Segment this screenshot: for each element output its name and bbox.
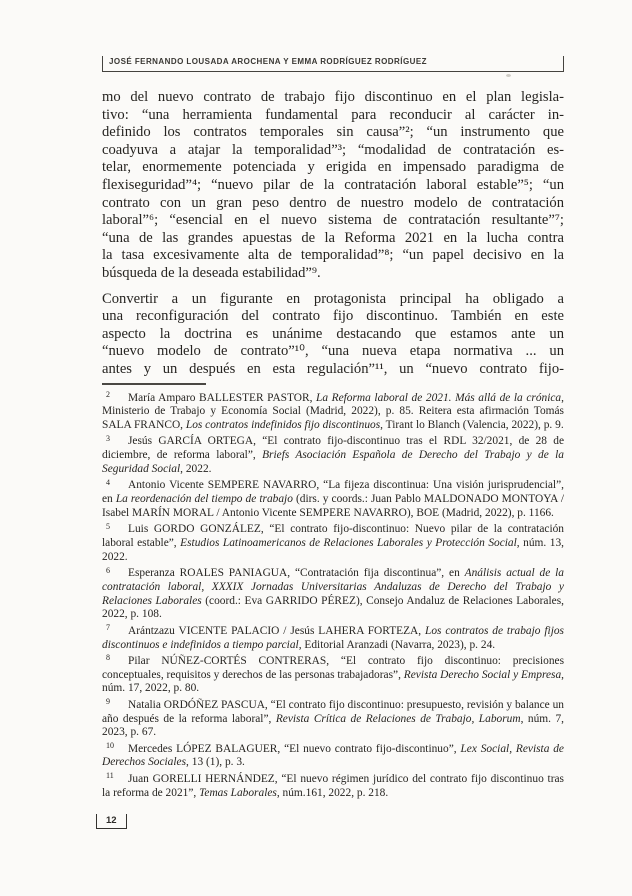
footnote-text: Luis GORDO GONZÁLEZ, “El contrato fijo-discontinuo: Nuevo pilar de la contratación laboral estable”, <box>102 523 564 549</box>
footnote-text: Antonio Vicente SEMPERE NAVARRO, “La fijeza discontinua: Una visión jurisprudencial”, en <box>102 479 564 506</box>
text-line: flexiseguridad”⁴; “nuevo pilar de la contratación laboral estable”⁵; “un <box>102 176 564 193</box>
text-line: una reconfiguración del contrato fijo discontinuo. También en este <box>102 308 564 325</box>
text-line: tivo: “una herramienta fundamental para reconducir al carácter in- <box>102 106 564 123</box>
footnote-text: , Tirant lo Blanch (Valencia, 2022), p. 9. <box>380 419 564 432</box>
text-line: antes y un después en esta regulación”¹¹, un “nuevo contrato fijo- <box>102 360 564 377</box>
footnote-text: , núm.161, 2022, p. 218. <box>276 786 389 799</box>
footnote-text: María Amparo BALLESTER PASTOR, <box>128 391 317 404</box>
footnote-text: (coord.: Eva GARRIDO PÉREZ), Consejo Andaluz de Relaciones Laborales, 2022, p. 108. <box>102 594 564 621</box>
text-line: la tasa excesivamente alta de temporalidad”⁸; “un papel decisivo en la <box>102 247 564 264</box>
footnote-italic-text: Lex Social, Revista de Derechos Sociales <box>102 742 564 769</box>
footnote: $^6$ Esperanza ROALES PANIAGUA, “Contratación fija discontinua”, en Análisis actual de la contratación laboral, XXXIX Jornadas Universitarias Andaluzas de Derecho del Trabajo y Relaciones Laborales (coord.: Eva GARRIDO PÉREZ), Consejo Andaluz de Relaciones Laborales, 2022, p. 108. <box>102 565 564 621</box>
footnote: $^2$ María Amparo BALLESTER PASTOR, La Reforma laboral de 2021. Más allá de la crónica, Ministerio de Trabajo y Economía Social (Madrid, 2022), p. 85. Reitera esta afirmación Tomás SALA FRANCO, Los contratos indefinidos fijo discontinuos, Tirant lo Blanch (Valencia, 2022), p. 9. <box>102 390 564 432</box>
footnote-text: Juan GORELLI HERNÁNDEZ, “El nuevo régimen jurídico del contrato fijo discontinuo tras la reforma de 2021”, <box>102 772 564 799</box>
footnote-italic-text: La Reforma laboral de 2021. Más allá de la crónica <box>316 391 562 404</box>
footnote-text: , núm. 13, 2022. <box>102 536 564 563</box>
footnote-text: Esperanza ROALES PANIAGUA, “Contratación fija discontinua”, en <box>128 567 465 580</box>
footnote-italic-text: Revista Derecho Social y Empresa <box>403 668 562 681</box>
footnote-italic-text: Análisis actual de la contratación laboral, XXXIX Jornadas Universitarias Andaluzas de Derecho del Trabajo y Relaciones Laborales <box>102 567 564 607</box>
scan-speck <box>506 74 511 77</box>
footnotes-section <box>102 392 564 801</box>
footnote-text: , Ministerio de Trabajo y Economía Social (Madrid, 2022), p. 85. Reitera esta afirmación Tomás SALA FRANCO, <box>102 391 564 432</box>
text-line: búsqueda de la deseada estabilidad”⁹. <box>102 264 321 281</box>
footnote-italic-text: Estudios Latinoamericanos de Relaciones Laborales y Protección Social <box>180 536 517 549</box>
footnote-separator <box>102 383 206 385</box>
paragraph <box>102 291 564 379</box>
footnote: $^4$ Antonio Vicente SEMPERE NAVARRO, “La fijeza discontinua: Una visión jurisprudencial”, en La reordenación del tiempo de trabajo (dirs. y coords.: Juan Pablo MALDONADO MONTOYA / Isabel MARÍN MORAL / Antonio Vicente SEMPERE NAVARRO), BOE (Madrid, 2022), p. 1166. <box>102 477 565 519</box>
text-line: laboral”⁶; “esencial en el nuevo sistema de contratación resultante”⁷; <box>102 212 564 229</box>
footnote-text: , núm. 17, 2022, p. 80. <box>102 668 564 695</box>
page-number-box <box>96 814 127 829</box>
footnote-italic-text: Briefs Asociación Española de Derecho del Trabajo y de la Seguridad Social <box>102 449 564 475</box>
text-line: coadyuva a atajar la temporalidad”³; “modalidad de contratación es- <box>102 141 564 158</box>
text-line: Convertir a un figurante en protagonista principal ha obligado a <box>102 290 564 307</box>
footnote-text: , 13 (1), p. 3. <box>186 756 245 769</box>
footnote-text: Mercedes LÓPEZ BALAGUER, “El nuevo contrato fijo-discontinuo”, <box>128 742 461 755</box>
footnote-text: , núm. 7, 2023, p. 67. <box>102 712 564 739</box>
footnote: $^8$ Pilar NÚÑEZ-CORTÉS CONTRERAS, “El contrato fijo discontinuo: precisiones conceptuales, requisitos y derechos de las personas trabajadoras”, Revista Derecho Social y Empresa, núm. 17, 2022, p. 80. <box>102 653 564 695</box>
text-line: definido los contratos temporales sin causa”²; “un instrumento que <box>102 124 564 141</box>
footnote-text: (dirs. y coords.: Juan Pablo MALDONADO MONTOYA / Isabel MARÍN MORAL / Antonio Vicente SEMPERE NAVARRO), BOE (Madrid, 2022), p. 1166. <box>102 493 565 519</box>
footnote-italic-text: Los contratos de trabajo fijos discontinuos e indefinidos a tiempo parcial <box>102 624 564 651</box>
footnote: $^5$ Luis GORDO GONZÁLEZ, “El contrato fijo-discontinuo: Nuevo pilar de la contratación laboral estable”, Estudios Latinoamericanos de Relaciones Laborales y Protección Social, núm. 13, 2022. <box>102 521 564 563</box>
running-header <box>102 56 564 72</box>
text-line: “nuevo modelo de contrato”¹⁰, “una nueva etapa normativa ... un <box>102 343 564 360</box>
footnote-text: Pilar NÚÑEZ-CORTÉS CONTRERAS, “El contrato fijo discontinuo: precisiones conceptuales, requisitos y derechos de las personas trabajadoras”, <box>102 654 564 681</box>
page-content <box>102 56 564 803</box>
footnote-text: Jesús GARCÍA ORTEGA, “El contrato fijo-discontinuo tras el RDL 32/2021, de 28 de diciembre, de reforma laboral”, <box>102 435 564 462</box>
paragraph <box>102 89 564 283</box>
text-line: telar, enormemente potenciada y erigida en impensado paradigma de <box>102 159 564 176</box>
footnote-text: Natalia ORDÓÑEZ PASCUA, “El contrato fijo discontinuo: presupuesto, revisión y balance un año después de la reforma laboral”, <box>102 698 564 725</box>
text-line: aspecto la doctrina es unánime destacando que estamos ante un <box>102 325 564 342</box>
footnote: $^{10}$ Mercedes LÓPEZ BALAGUER, “El nuevo contrato fijo-discontinuo”, Lex Social, Revista de Derechos Sociales, 13 (1), p. 3. <box>102 741 564 769</box>
footnote-text: Arántzazu VICENTE PALACIO / Jesús LAHERA FORTEZA, <box>128 624 426 637</box>
footnote-italic-text: Los contratos indefinidos fijo discontinuos <box>185 419 381 432</box>
footnote-italic-text: La reordenación del tiempo de trabajo <box>115 493 293 506</box>
body-text <box>102 89 564 379</box>
footnote: $^3$ Jesús GARCÍA ORTEGA, “El contrato fijo-discontinuo tras el RDL 32/2021, de 28 de diciembre, de reforma laboral”, Briefs Asociación Española de Derecho del Trabajo y de la Seguridad Social, 2022. <box>102 433 564 475</box>
footnote: $^7$ Arántzazu VICENTE PALACIO / Jesús LAHERA FORTEZA, Los contratos de trabajo fijos discontinuos e indefinidos a tiempo parcial, Editorial Aranzadi (Navarra, 2023), p. 24. <box>102 623 564 651</box>
footnote-text: , Editorial Aranzadi (Navarra, 2023), p. 24. <box>298 638 496 651</box>
page-number: 12 <box>106 815 117 826</box>
footnote: $^{11}$ Juan GORELLI HERNÁNDEZ, “El nuevo régimen jurídico del contrato fijo discontinuo tras la reforma de 2021”, Temas Laborales, núm.161, 2022, p. 218. <box>102 771 564 799</box>
text-line: contrato con un gran peso dentro de nuestro modelo de contratación <box>102 194 564 211</box>
text-line: “una de las grandes apuestas de la Reforma 2021 en la lucha contra <box>102 229 564 246</box>
footnote-italic-text: Revista Crítica de Relaciones de Trabajo, Laborum <box>275 712 521 725</box>
footnote: $^9$ Natalia ORDÓÑEZ PASCUA, “El contrato fijo discontinuo: presupuesto, revisión y balance un año después de la reforma laboral”, Revista Crítica de Relaciones de Trabajo, Laborum, núm. 7, 2023, p. 67. <box>102 697 564 739</box>
footnote-italic-text: Temas Laborales <box>199 786 277 799</box>
text-line: mo del nuevo contrato de trabajo fijo discontinuo en el plan legisla- <box>102 89 564 105</box>
header-authors: JOSÉ FERNANDO LOUSADA AROCHENA Y EMMA RODRÍGUEZ RODRÍGUEZ <box>109 57 427 66</box>
footnote-text: , 2022. <box>180 462 212 475</box>
